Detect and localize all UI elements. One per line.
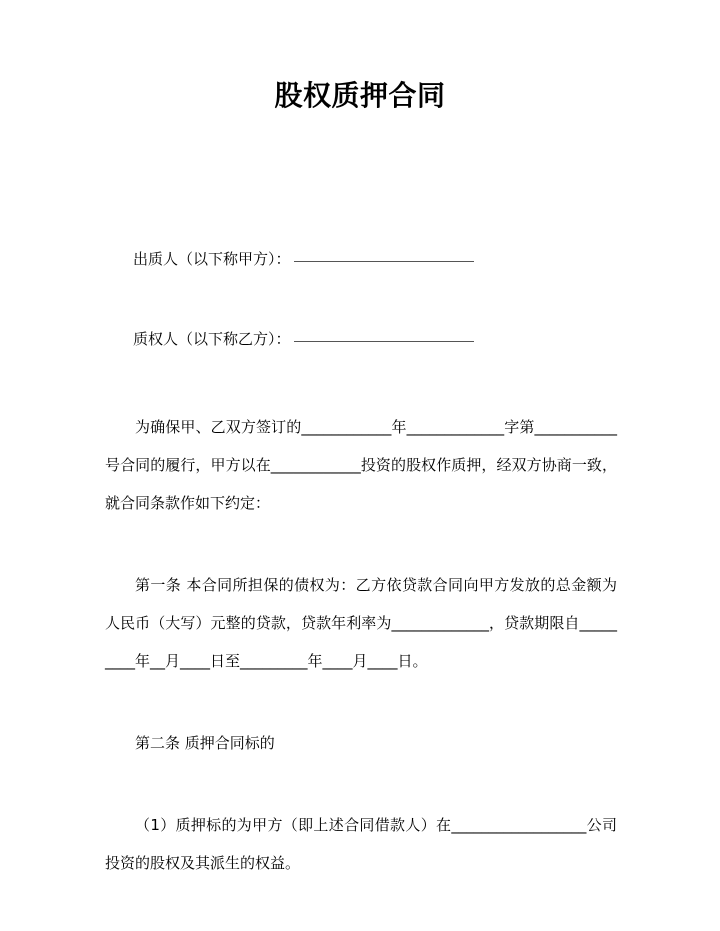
spacer	[105, 680, 617, 724]
clause-one-paragraph: （1）质押标的为甲方（即上述合同借款人）在__________________公司投资的股权及其派生的权益。	[105, 816, 617, 872]
party-row-pledgee	[105, 328, 617, 408]
document-body	[105, 248, 617, 882]
spacer	[105, 522, 617, 566]
spacer	[105, 762, 617, 806]
party-row-pledgor	[105, 248, 617, 328]
pledgee-label: 质权人（以下称乙方）：	[133, 330, 291, 348]
page-title: 股权质押合同	[274, 79, 446, 112]
article-two-heading: 第二条 质押合同标的	[135, 734, 275, 752]
article-one-paragraph: 第一条 本合同所担保的债权为：乙方依贷款合同向甲方发放的总金额为人民币（大写）元整的贷款，贷款年利率为_____________，贷款期限自_________年__月____日至_________年____月____日。	[105, 576, 617, 670]
pledgor-label: 出质人（以下称甲方）：	[133, 250, 291, 268]
preamble-paragraph: 为确保甲、乙双方签订的____________年_____________字第___________号合同的履行，甲方以在____________投资的股权作质押，经双方协商一致，就合同条款作如下约定：	[105, 418, 617, 512]
pledgee-fill-blank[interactable]	[294, 341, 474, 342]
pledgor-fill-blank[interactable]	[294, 261, 474, 262]
